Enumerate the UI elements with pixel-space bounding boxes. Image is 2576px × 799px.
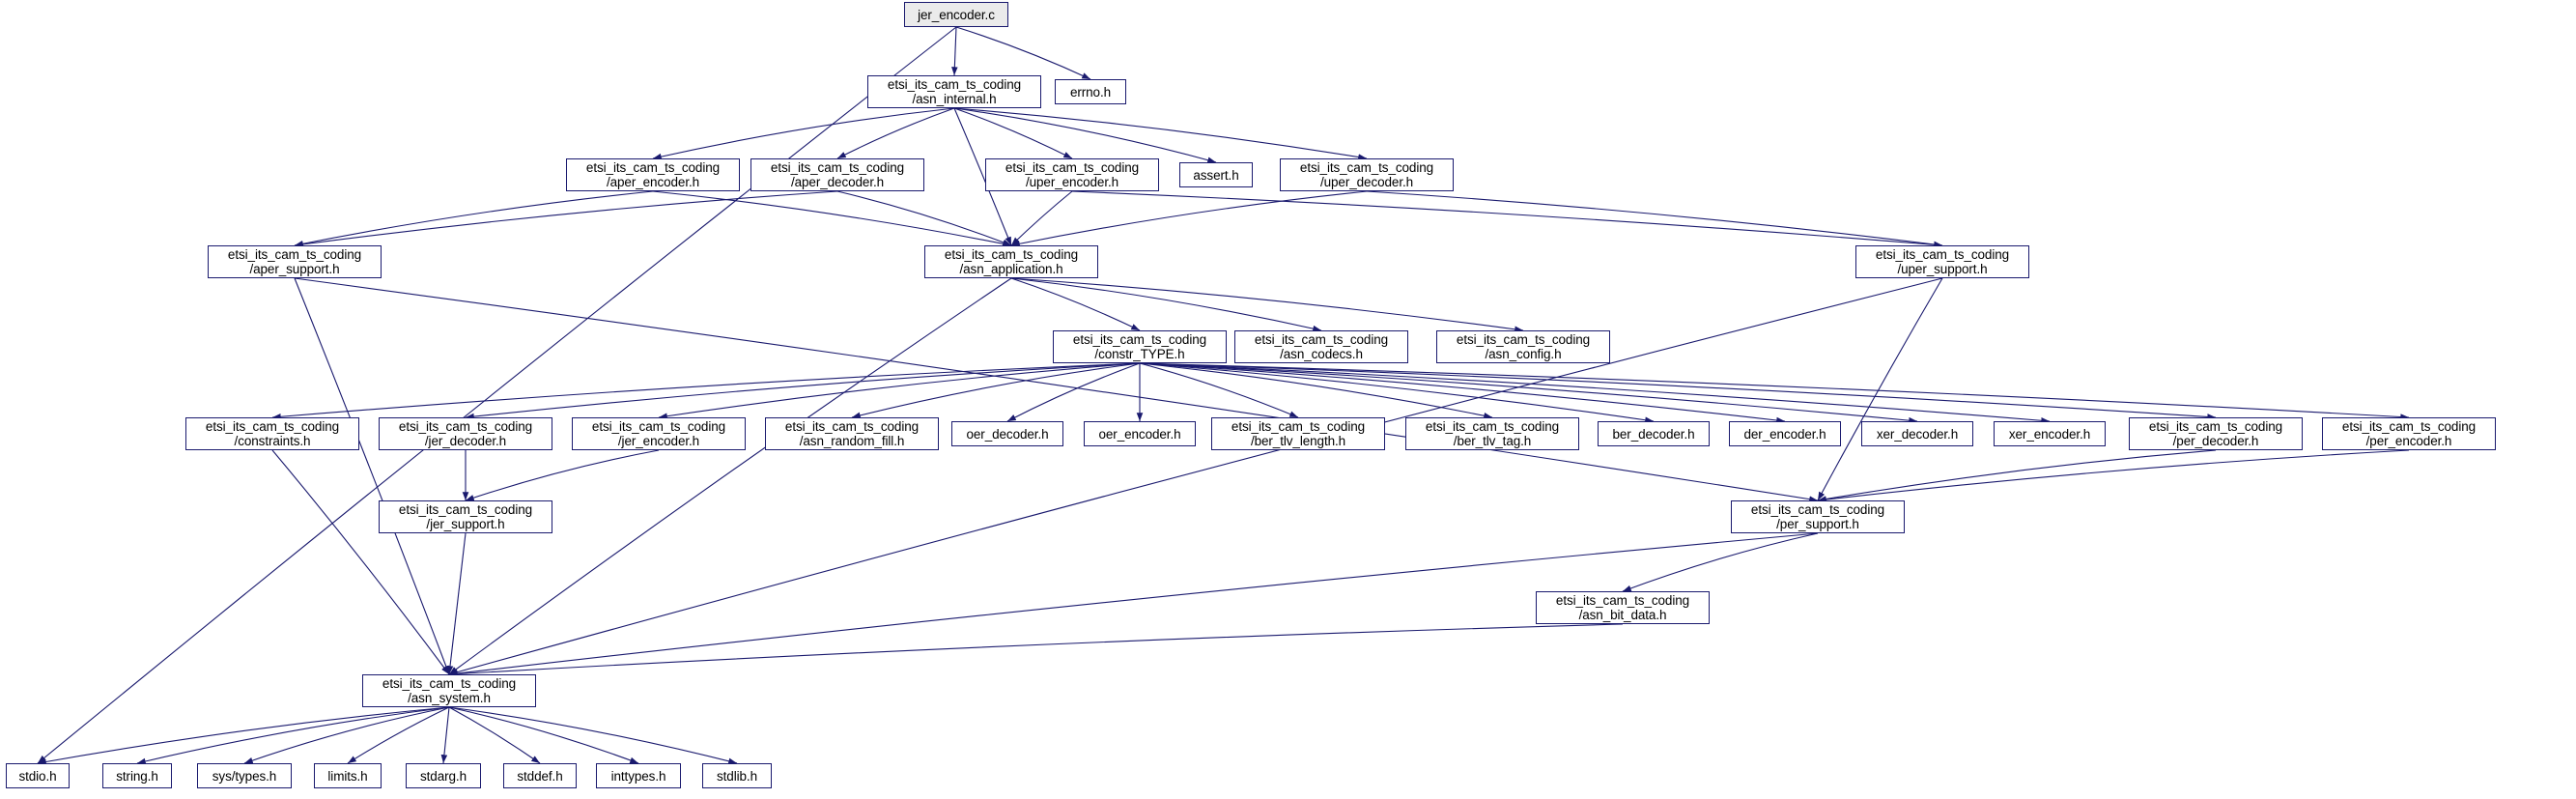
node-label-line: oer_decoder.h: [966, 426, 1049, 442]
node-label-line: /ber_tlv_length.h: [1250, 434, 1346, 448]
node-label-line: etsi_its_cam_ts_coding: [1555, 593, 1690, 608]
node-asn-codecs-h[interactable]: [1234, 330, 1408, 363]
node-limits-h[interactable]: [314, 763, 382, 788]
edge-aper_decoder_h-to-aper_support_h: [295, 191, 837, 245]
edge-constr_TYPE_h-to-xer_encoder_h: [1140, 363, 2050, 421]
node-label-line: /jer_support.h: [426, 517, 505, 531]
node-aper-support-h[interactable]: [208, 245, 382, 278]
node-label-line: /uper_encoder.h: [1025, 175, 1119, 189]
edge-per_support_h-to-asn_bit_data_h: [1623, 533, 1818, 591]
node-label-line: der_encoder.h: [1743, 426, 1826, 442]
node-label-line: errno.h: [1069, 84, 1112, 100]
node-ber-decoder-h[interactable]: [1598, 421, 1710, 446]
edge-asn_system_h-to-stdarg_h: [443, 707, 449, 763]
node-assert-h[interactable]: [1179, 162, 1253, 187]
node-label-line: assert.h: [1193, 167, 1239, 183]
edge-asn_application_h-to-asn_system_h: [449, 278, 1011, 674]
node-label-line: etsi_its_cam_ts_coding: [205, 419, 340, 434]
node-label-line: /asn_internal.h: [912, 92, 997, 106]
node-jer-encoder-h[interactable]: [572, 417, 746, 450]
node-label-line: /per_decoder.h: [2172, 434, 2259, 448]
node-label-line: /aper_encoder.h: [606, 175, 700, 189]
node-label-line: /aper_decoder.h: [790, 175, 885, 189]
node-label-line: etsi_its_cam_ts_coding: [227, 247, 362, 262]
edge-asn_system_h-to-string_h: [137, 707, 449, 763]
edge-per_decoder_h-to-per_support_h: [1818, 450, 2216, 500]
node-label-line: ber_decoder.h: [1612, 426, 1695, 442]
node-label-line: etsi_its_cam_ts_coding: [944, 247, 1079, 262]
edge-constr_TYPE_h-to-jer_decoder_h: [466, 363, 1140, 417]
node-label-line: /asn_codecs.h: [1280, 347, 1363, 361]
node-label-line: sys/types.h: [212, 768, 277, 784]
node-label-line: etsi_its_cam_ts_coding: [1005, 160, 1140, 175]
node-label-line: oer_encoder.h: [1098, 426, 1181, 442]
node-asn-internal-h[interactable]: [867, 75, 1041, 108]
edge-constr_TYPE_h-to-asn_random_fill_h: [852, 363, 1140, 417]
node-per-decoder-h[interactable]: [2129, 417, 2303, 450]
edge-asn_internal_h-to-assert_h: [954, 108, 1216, 162]
node-asn-config-h[interactable]: [1436, 330, 1610, 363]
node-asn-application-h[interactable]: [924, 245, 1098, 278]
node-label-line: /asn_bit_data.h: [1578, 608, 1667, 622]
node-sys-types-h[interactable]: [197, 763, 292, 788]
node-label-line: etsi_its_cam_ts_coding: [1425, 419, 1560, 434]
edge-jer_encoder_c-to-asn_internal_h: [954, 27, 956, 75]
edge-constr_TYPE_h-to-xer_decoder_h: [1140, 363, 1917, 421]
node-per-support-h[interactable]: [1731, 500, 1905, 533]
node-der-encoder-h[interactable]: [1729, 421, 1841, 446]
node-label-line: /asn_application.h: [959, 262, 1063, 276]
node-label-line: etsi_its_cam_ts_coding: [1299, 160, 1434, 175]
node-label-line: etsi_its_cam_ts_coding: [1750, 502, 1885, 517]
edge-constr_TYPE_h-to-ber_tlv_length_h: [1140, 363, 1298, 417]
edge-uper_encoder_h-to-uper_support_h: [1072, 191, 1942, 245]
node-ber-tlv-tag-h[interactable]: [1405, 417, 1579, 450]
edge-asn_system_h-to-limits_h: [348, 707, 449, 763]
node-label-line: stddef.h: [517, 768, 563, 784]
node-ber-tlv-length-h[interactable]: [1211, 417, 1385, 450]
edge-asn_application_h-to-asn_codecs_h: [1011, 278, 1321, 330]
edge-jer_encoder_h-to-jer_support_h: [466, 450, 659, 500]
node-label-line: /uper_support.h: [1897, 262, 1988, 276]
node-uper-support-h[interactable]: [1855, 245, 2029, 278]
edge-constr_TYPE_h-to-ber_decoder_h: [1140, 363, 1654, 421]
node-uper-decoder-h[interactable]: [1280, 158, 1454, 191]
node-label-line: /asn_system.h: [408, 691, 491, 705]
edge-asn_internal_h-to-uper_decoder_h: [954, 108, 1367, 158]
node-label-line: /aper_support.h: [249, 262, 340, 276]
edge-constr_TYPE_h-to-constraints_h: [272, 363, 1140, 417]
node-label-line: etsi_its_cam_ts_coding: [887, 77, 1022, 92]
node-oer-encoder-h[interactable]: [1084, 421, 1196, 446]
node-stdarg-h[interactable]: [406, 763, 481, 788]
node-label-line: etsi_its_cam_ts_coding: [2148, 419, 2283, 434]
edge-uper_decoder_h-to-asn_application_h: [1011, 191, 1367, 245]
node-label-line: /uper_decoder.h: [1319, 175, 1414, 189]
node-label-line: /jer_decoder.h: [424, 434, 507, 448]
node-label-line: stdarg.h: [420, 768, 467, 784]
node-label-line: /per_support.h: [1776, 517, 1859, 531]
edge-asn_system_h-to-stddef_h: [449, 707, 540, 763]
edge-uper_encoder_h-to-asn_application_h: [1011, 191, 1072, 245]
node-jer-support-h[interactable]: [379, 500, 552, 533]
node-label-line: stdio.h: [18, 768, 57, 784]
node-label-line: string.h: [116, 768, 158, 784]
node-xer-encoder-h[interactable]: [1994, 421, 2106, 446]
node-label-line: etsi_its_cam_ts_coding: [1456, 332, 1591, 347]
edge-uper_support_h-to-per_support_h: [1818, 278, 1942, 500]
edge-constr_TYPE_h-to-per_encoder_h: [1140, 363, 2409, 417]
edge-asn_application_h-to-asn_config_h: [1011, 278, 1523, 330]
edge-asn_internal_h-to-aper_encoder_h: [653, 108, 954, 158]
edge-asn_system_h-to-inttypes_h: [449, 707, 638, 763]
node-label-line: limits.h: [327, 768, 368, 784]
edge-asn_system_h-to-stdio_h: [38, 707, 449, 763]
node-jer-encoder-c[interactable]: [904, 2, 1008, 27]
node-label-line: etsi_its_cam_ts_coding: [770, 160, 905, 175]
node-label-line: inttypes.h: [610, 768, 666, 784]
node-label-line: /constraints.h: [234, 434, 311, 448]
node-string-h[interactable]: [102, 763, 172, 788]
node-stddef-h[interactable]: [503, 763, 577, 788]
edge-constr_TYPE_h-to-ber_tlv_tag_h: [1140, 363, 1492, 417]
edge-asn_internal_h-to-aper_decoder_h: [837, 108, 954, 158]
node-aper-encoder-h[interactable]: [566, 158, 740, 191]
edge-constraints_h-to-asn_system_h: [272, 450, 449, 674]
node-label-line: xer_decoder.h: [1876, 426, 1959, 442]
edge-asn_internal_h-to-uper_encoder_h: [954, 108, 1072, 158]
edge-aper_encoder_h-to-aper_support_h: [295, 191, 653, 245]
node-constraints-h[interactable]: [185, 417, 359, 450]
edge-jer_support_h-to-asn_system_h: [449, 533, 466, 674]
edge-uper_decoder_h-to-uper_support_h: [1367, 191, 1942, 245]
edge-asn_application_h-to-constr_TYPE_h: [1011, 278, 1140, 330]
edge-asn_system_h-to-sys_types_h: [244, 707, 449, 763]
edge-aper_support_h-to-per_support_h: [295, 278, 1818, 500]
edge-jer_encoder_c-to-errno_h: [956, 27, 1090, 79]
node-asn-random-fill-h[interactable]: [765, 417, 939, 450]
node-label-line: /per_encoder.h: [2365, 434, 2452, 448]
node-xer-decoder-h[interactable]: [1861, 421, 1973, 446]
node-label-line: etsi_its_cam_ts_coding: [398, 502, 533, 517]
edge-aper_encoder_h-to-asn_application_h: [653, 191, 1011, 245]
edge-asn_bit_data_h-to-asn_system_h: [449, 624, 1623, 674]
node-stdio-h[interactable]: [6, 763, 70, 788]
edge-constr_TYPE_h-to-jer_encoder_h: [659, 363, 1140, 417]
node-label-line: etsi_its_cam_ts_coding: [1231, 419, 1366, 434]
node-label-line: /asn_config.h: [1485, 347, 1562, 361]
node-inttypes-h[interactable]: [596, 763, 681, 788]
node-label-line: etsi_its_cam_ts_coding: [585, 160, 721, 175]
node-constr-TYPE-h[interactable]: [1053, 330, 1227, 363]
node-label-line: etsi_its_cam_ts_coding: [591, 419, 726, 434]
edge-jer_encoder_c-to-stdio_h: [38, 27, 956, 763]
node-aper-decoder-h[interactable]: [750, 158, 924, 191]
node-label-line: etsi_its_cam_ts_coding: [1254, 332, 1389, 347]
node-asn-system-h[interactable]: [362, 674, 536, 707]
node-label-line: stdlib.h: [717, 768, 757, 784]
edge-constr_TYPE_h-to-der_encoder_h: [1140, 363, 1785, 421]
edge-constr_TYPE_h-to-per_decoder_h: [1140, 363, 2216, 417]
node-per-encoder-h[interactable]: [2322, 417, 2496, 450]
node-label-line: etsi_its_cam_ts_coding: [784, 419, 920, 434]
node-errno-h[interactable]: [1055, 79, 1126, 104]
node-oer-decoder-h[interactable]: [951, 421, 1063, 446]
node-label-line: etsi_its_cam_ts_coding: [398, 419, 533, 434]
node-label-line: etsi_its_cam_ts_coding: [1875, 247, 2010, 262]
node-label-line: /asn_random_fill.h: [799, 434, 905, 448]
node-uper-encoder-h[interactable]: [985, 158, 1159, 191]
node-label-line: etsi_its_cam_ts_coding: [2341, 419, 2477, 434]
node-asn-bit-data-h[interactable]: [1536, 591, 1710, 624]
edge-asn_system_h-to-stdlib_h: [449, 707, 737, 763]
node-label-line: jer_encoder.c: [918, 7, 995, 22]
node-label-line: /ber_tlv_tag.h: [1453, 434, 1532, 448]
edge-aper_decoder_h-to-asn_application_h: [837, 191, 1011, 245]
node-jer-decoder-h[interactable]: [379, 417, 552, 450]
node-label-line: etsi_its_cam_ts_coding: [1072, 332, 1207, 347]
edge-aper_support_h-to-asn_system_h: [295, 278, 449, 674]
edge-constr_TYPE_h-to-oer_decoder_h: [1007, 363, 1140, 421]
node-label-line: xer_encoder.h: [2008, 426, 2091, 442]
node-label-line: etsi_its_cam_ts_coding: [382, 676, 517, 691]
edge-per_encoder_h-to-per_support_h: [1818, 450, 2409, 500]
node-label-line: /jer_encoder.h: [617, 434, 700, 448]
node-stdlib-h[interactable]: [702, 763, 772, 788]
node-label-line: /constr_TYPE.h: [1094, 347, 1185, 361]
